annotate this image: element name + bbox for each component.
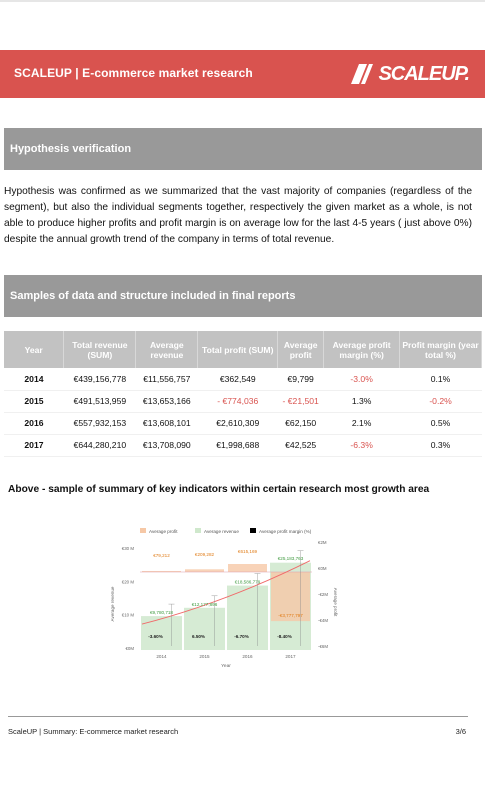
legend-swatch xyxy=(195,528,201,533)
revenue-data-label: €25,183,763 xyxy=(277,556,304,561)
table-cell: 2.1% xyxy=(324,412,400,434)
y2-tick-label: €0M xyxy=(318,566,327,571)
table-row xyxy=(4,368,482,390)
y-tick-label: €0M xyxy=(125,646,134,651)
table-cell: 0.3% xyxy=(400,434,482,456)
revenue-data-label: €18,586,779 xyxy=(234,579,261,585)
growth-chart xyxy=(100,520,380,670)
hypothesis-paragraph: Hypothesis was confirmed as we summarized that the vast majority of companies (regardless of the segment), but also the individual segments together, respectively the given market as a whole, is not able to produce higher profits and profit margin is on average low for the last 4-5 years ( just above 0%) despite the annual growth trend of the company in terms of total revenue. xyxy=(4,186,472,245)
table-cell: 2015 xyxy=(4,390,64,412)
table-cell: €13,608,101 xyxy=(136,412,198,434)
revenue-data-label: €9,780,718 xyxy=(150,610,173,616)
table-header-row xyxy=(4,331,482,368)
table-cell: 2014 xyxy=(4,368,64,390)
margin-data-label: -8.40% xyxy=(277,634,292,639)
column-header: Average profit xyxy=(278,331,324,368)
table-cell: - €21,501 xyxy=(278,390,324,412)
profit-data-label: €615,169 xyxy=(237,549,258,554)
y-axis-label: Average revenue xyxy=(110,586,115,622)
section-header-samples xyxy=(4,275,482,317)
table-cell: €1,998,688 xyxy=(198,434,278,456)
table-cell: €11,556,757 xyxy=(136,368,198,390)
table-cell: 0.1% xyxy=(400,368,482,390)
table-cell: €62,150 xyxy=(278,412,324,434)
y-tick-label: €10 M xyxy=(121,612,134,618)
table-cell: -0.2% xyxy=(400,390,482,412)
revenue-data-label: €12,177,896 xyxy=(191,601,218,607)
table-cell: €439,156,778 xyxy=(64,368,136,390)
x-tick-label: 2017 xyxy=(285,654,296,659)
profit-data-label: €79,212 xyxy=(153,553,170,558)
x-tick-label: 2015 xyxy=(199,654,210,659)
y2-axis-label: Average profit xyxy=(333,587,338,617)
x-tick-label: 2014 xyxy=(156,654,167,659)
legend-label: Average profit margin (%) xyxy=(259,529,312,534)
table-cell: €557,932,153 xyxy=(64,412,136,434)
table-row xyxy=(4,434,482,456)
table-cell: -6.3% xyxy=(324,434,400,456)
y2-tick-label: -€6M xyxy=(318,644,329,649)
table-cell: €491,513,959 xyxy=(64,390,136,412)
section-title: Samples of data and structure included in final reports xyxy=(10,290,296,302)
column-header: Profit margin (year total %) xyxy=(400,331,482,368)
table-row xyxy=(4,412,482,434)
table-cell: €2,610,309 xyxy=(198,412,278,434)
slash-mark-icon xyxy=(349,64,375,84)
table-cell: -3.0% xyxy=(324,368,400,390)
table-cell: 2017 xyxy=(4,434,64,456)
table-cell: €13,653,166 xyxy=(136,390,198,412)
table-cell: €644,280,210 xyxy=(64,434,136,456)
table-cell: €362,549 xyxy=(198,368,278,390)
column-header: Average profit margin (%) xyxy=(324,331,400,368)
legend-label: Average profit xyxy=(149,529,178,534)
document-title: SCALEUP | E-commerce market research xyxy=(14,66,253,80)
top-rule xyxy=(0,0,485,2)
legend-label: Average revenue xyxy=(204,529,239,534)
revenue-bar xyxy=(184,608,225,650)
y-tick-label: €30 M xyxy=(121,546,134,551)
footer-text: ScaleUP | Summary: E-commerce market research xyxy=(8,727,179,736)
y2-tick-label: €2M xyxy=(318,540,327,545)
summary-table xyxy=(4,331,482,457)
x-tick-label: 2016 xyxy=(242,654,253,659)
column-header: Total profit (SUM) xyxy=(198,331,278,368)
y2-tick-label: -€4M xyxy=(318,618,329,623)
legend-swatch xyxy=(250,528,256,533)
profit-bar xyxy=(228,564,267,572)
header-banner xyxy=(0,50,485,98)
column-header: Average revenue xyxy=(136,331,198,368)
margin-data-label: -6.70% xyxy=(234,634,249,639)
table-cell: - €774,036 xyxy=(198,390,278,412)
profit-bar xyxy=(185,569,224,572)
x-axis-label: Year xyxy=(221,664,231,669)
column-header: Year xyxy=(4,331,64,368)
table-cell: €9,799 xyxy=(278,368,324,390)
logo-text: SCALEUP. xyxy=(378,62,469,85)
y-tick-label: €20 M xyxy=(121,579,134,585)
profit-data-label: -€3,777,797 xyxy=(278,613,303,619)
revenue-bar xyxy=(227,586,268,650)
table-cell: 1.3% xyxy=(324,390,400,412)
footer-rule xyxy=(8,716,468,717)
chart-caption: Above - sample of summary of key indicators within certain research most growth area xyxy=(8,484,430,495)
table-cell: 2016 xyxy=(4,412,64,434)
table-cell: 0.5% xyxy=(400,412,482,434)
table-cell: €42,525 xyxy=(278,434,324,456)
margin-data-label: -3.60% xyxy=(148,634,163,639)
page-number: 3/6 xyxy=(455,727,466,736)
scaleup-logo xyxy=(349,60,469,88)
section-header-hypothesis xyxy=(4,128,482,170)
y2-tick-label: -€2M xyxy=(318,592,329,597)
margin-data-label: 6.50% xyxy=(191,634,206,639)
section-title: Hypothesis verification xyxy=(10,143,132,155)
profit-data-label: €209,282 xyxy=(194,552,215,557)
column-header: Total revenue (SUM) xyxy=(64,331,136,368)
table-cell: €13,708,090 xyxy=(136,434,198,456)
legend-swatch xyxy=(140,528,146,533)
table-row xyxy=(4,390,482,412)
